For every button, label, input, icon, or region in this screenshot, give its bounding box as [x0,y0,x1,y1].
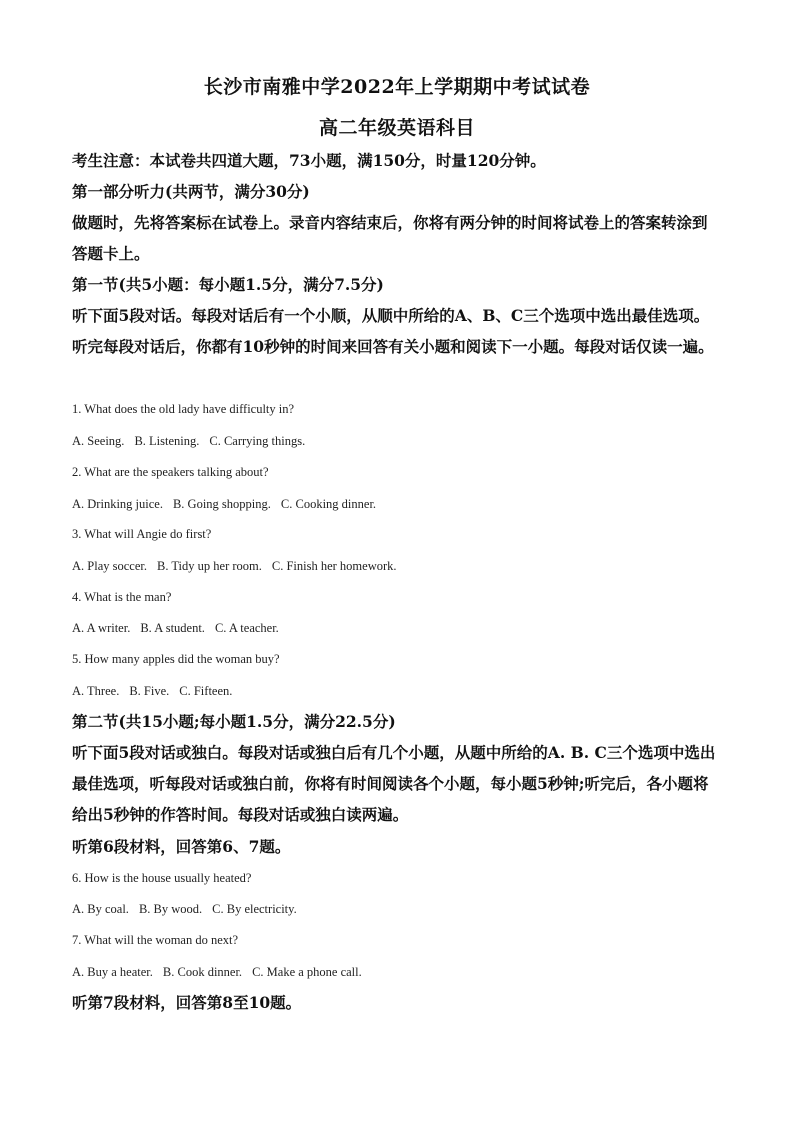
section2-instruction: 听下面5段对话或独白。每段对话或独白后有几个小题，从题中所给的A. B. C三个选项中选出最佳选项，听每段对话或独白前，你将有时间阅读各个小题，每小题5秒钟;听完后，各小题将给出5秒钟的作答时间。每段对话或独白读两遍。 [72,743,716,824]
question-7: 7. What will the woman do next? [72,933,239,947]
options-2: A. Drinking juice. B. Going shopping. C. Cooking dinner. [72,497,377,511]
question-6: 6. How is the house usually heated? [72,871,252,885]
options-5: A. Three. B. Five. C. Fifteen. [72,684,233,698]
section1-heading: 第一节(共5小题：每小题1.5分，满分7.5分) [72,275,384,294]
material-6-heading: 听第6段材料，回答第6、7题。 [72,837,291,856]
question-4: 4. What is the man? [72,590,172,604]
question-1: 1. What does the old lady have difficulty in? [72,402,295,416]
material-7-heading: 听第7段材料，回答第8至10题。 [72,993,302,1012]
part1-instruction: 做题时，先将答案标在试卷上。录音内容结束后，你将有两分钟的时间将试卷上的答案转涂到答题卡上。 [72,213,708,263]
part1-heading: 第一部分听力(共两节，满分30分) [72,182,310,201]
section1-instruction: 听下面5段对话。每段对话后有一个小顺，从顺中所给的A、B、C三个选项中选出最佳选项。听完每段对话后，你都有10秒钟的时间来回答有关小题和阅读下一小题。每段对话仅读一遍。 [72,306,714,356]
exam-title: 长沙市南雅中学2022年上学期期中考试试卷 [203,76,591,98]
options-4: A. A writer. B. A student. C. A teacher. [72,621,279,635]
exam-notice: 考生注意：本试卷共四道大题，73小题，满150分，时量120分钟。 [72,151,546,170]
question-3: 3. What will Angie do first? [72,527,212,541]
options-6: A. By coal. B. By wood. C. By electricity. [72,902,297,916]
exam-subtitle: 高二年级英语科目 [318,117,475,139]
options-7: A. Buy a heater. B. Cook dinner. C. Make a phone call. [72,965,362,979]
options-1: A. Seeing. B. Listening. C. Carrying things. [72,434,306,448]
question-5: 5. How many apples did the woman buy? [72,652,280,666]
section2-heading: 第二节(共15小题;每小题1.5分，满分22.5分) [72,712,396,731]
options-3: A. Play soccer. B. Tidy up her room. C. Finish her homework. [72,559,397,573]
question-2: 2. What are the speakers talking about? [72,465,269,479]
